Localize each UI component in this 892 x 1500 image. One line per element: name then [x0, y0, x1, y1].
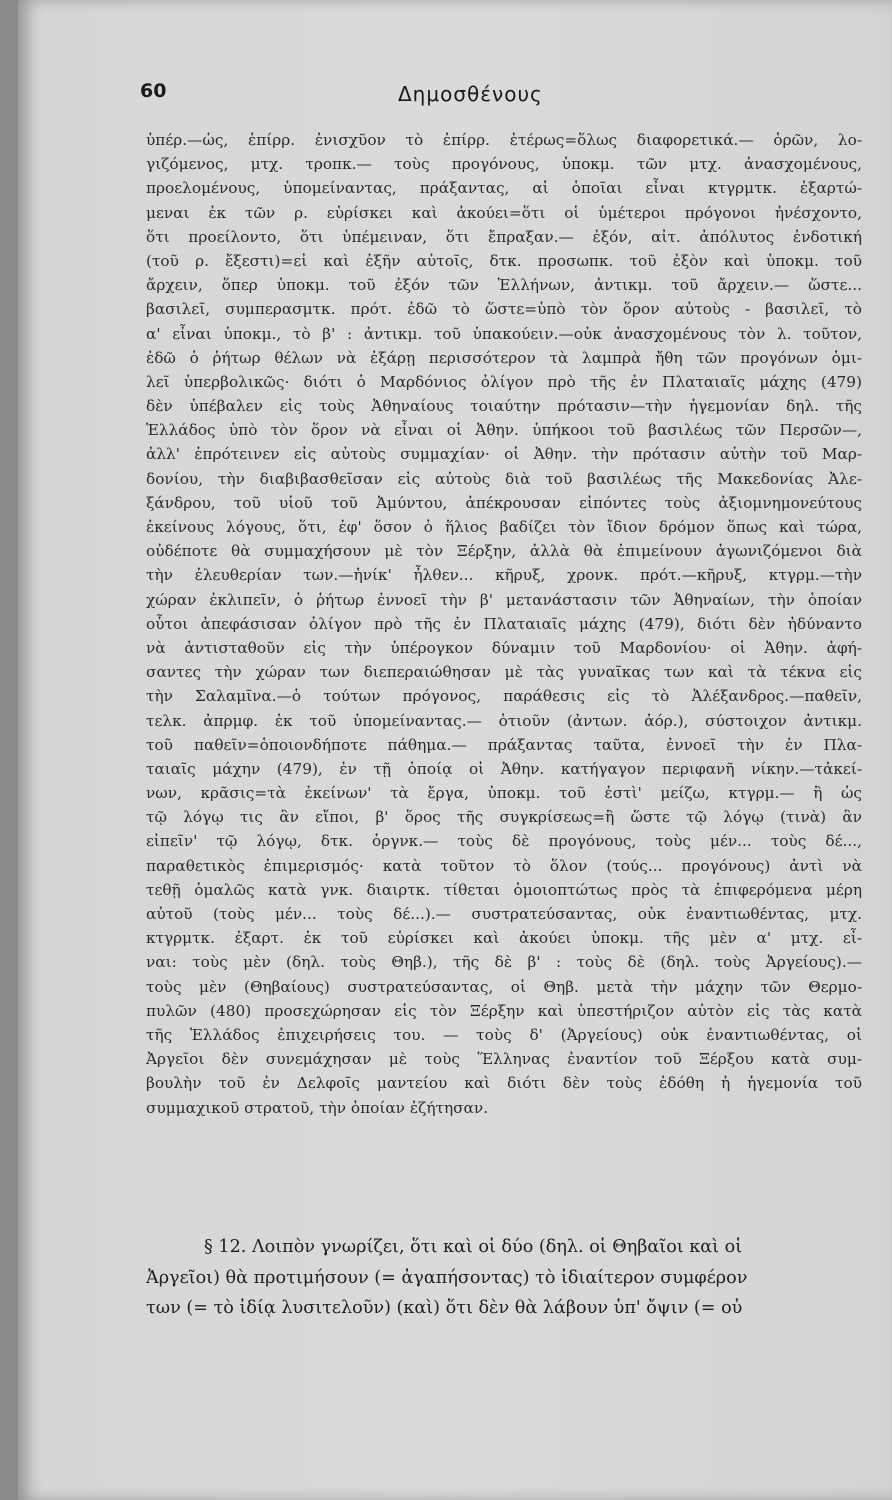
text-line: ἐδῶ ὁ ῥήτωρ θέλων νὰ ἐξάρῃ περισσότερον τὰ λαμπρὰ ἤθη τῶν προγόνων ὁμι-	[146, 348, 862, 367]
text-line: ναι: τοὺς μὲν (δηλ. τοὺς Θηβ.), τῆς δὲ β' : τοὺς δὲ (δηλ. τοὺς Ἀργείους).—	[146, 953, 862, 972]
text-line: τοὺς μὲν (Θηβαίους) συστρατεύσαντας, οἱ Θηβ. μετὰ τὴν μάχην τῶν Θερμο-	[146, 977, 862, 996]
text-line: ἐκείνους λόγους, ὅτι, ἐφ' ὅσον ὁ ἥλιος βαδίζει τὸν ἴδιον δρόμον ὅπως καὶ τώρα,	[146, 518, 862, 536]
text-line: α' εἶναι ὑποκμ., τὸ β' : ἀντικμ. τοῦ ὑπακούειν.—οὐκ ἀνασχομένους τὸν λ. τοῦτον,	[146, 324, 862, 343]
text-line: τεθῇ ὁμαλῶς κατὰ γνκ. διαιρτκ. τίθεται ὁμοιοπτώτως πρὸς τὰ ἐπιφερόμενα μέρη	[146, 880, 862, 899]
page-number: 60	[140, 80, 167, 102]
text-line: ἀλλ' ἐπρότεινεν εἰς αὐτοὺς συμμαχίαν· οἱ Ἀθην. τὴν πρότασιν αὐτὴν τοῦ Μαρ-	[146, 445, 862, 464]
text-line: ταιαῖς μάχην (479), ἐν τῇ ὁποίᾳ οἱ Ἀθην. κατήγαγον περιφανῆ νίκην.—τἀκεί-	[146, 759, 862, 778]
text-line: εἰπεῖν' τῷ λόγῳ, δτκ. ὀργνκ.— τοὺς δὲ προγόνους, τοὺς μέν... τοὺς δέ...,	[146, 832, 862, 851]
section-12-text	[146, 1232, 862, 1324]
text-line: κτγρμτκ. ἐξαρτ. ἐκ τοῦ εὑρίσκει καὶ ἀκούει ὑποκμ. τῆς μὲν α' μτχ. εἶ-	[146, 929, 862, 948]
section-line: Ἀργεῖοι) θὰ προτιμήσουν (= ἀγαπήσοντας) τὸ ἰδιαίτερον συμφέρον	[146, 1267, 748, 1288]
text-line: Ἑλλάδος ὑπὸ τὸν ὅρον νὰ εἶναι οἱ Ἀθην. ὑπήκοοι τοῦ βασιλέως τῶν Περσῶν—,	[146, 421, 862, 440]
text-line: τὴν Σαλαμῖνα.—ὁ τούτων πρόγονος, παράθεσις εἰς τὸ Ἀλέξανδρος.—παθεῖν,	[146, 687, 862, 706]
section-line: § 12. Λοιπὸν γνωρίζει, ὅτι καὶ οἱ δύο (δηλ. οἱ Θηβαῖοι καὶ οἱ	[204, 1237, 743, 1257]
text-line: νὰ ἀντισταθοῦν εἰς τὴν ὑπέρογκον δύναμιν τοῦ Μαρδονίου· οἱ Ἀθην. ἀφή-	[146, 638, 862, 657]
text-line: δὲν ὑπέβαλεν εἰς τοὺς Ἀθηναίους τοιαύτην πρότασιν—τὴν ἡγεμονίαν δηλ. τῆς	[146, 397, 862, 416]
text-line: τῷ λόγῳ τις ἂν εἴποι, β' ὅρος τῆς συγκρίσεως=ἢ ὥστε τῷ λόγῳ (τινὰ) ἂν	[146, 808, 862, 827]
text-line: οὗτοι ἀπεφάσισαν ὀλίγον πρὸ τῆς ἐν Πλαταιαῖς μάχης (479), διότι δὲν ἠδύναντο	[146, 614, 862, 633]
text-line: νων, κρᾶσις=τὰ ἐκείνων' τὰ ἔργα, ὑποκμ. τοῦ ἐστὶ' μείζω, κτγρμ.— ἢ ὡς	[146, 784, 862, 803]
text-line: δονίου, τὴν διαβιβασθεῖσαν εἰς αὐτοὺς διὰ τοῦ βασιλέως τῆς Μακεδονίας Ἀλε-	[146, 469, 862, 488]
text-line: ἄρχειν, ὅπερ ὑποκμ. τοῦ ἐξόν τῶν Ἑλλήνων, ἀντικμ. τοῦ ἄρχειν.— ὥστε...	[146, 276, 862, 295]
commentary-text	[146, 128, 862, 1120]
text-line: χώραν ἐκλιπεῖν, ὁ ῥήτωρ ἐννοεῖ τὴν β' μετανάστασιν τῶν Ἀθηναίων, τὴν ὁποίαν	[146, 590, 862, 609]
text-line: μεναι ἐκ τῶν ρ. εὑρίσκει καὶ ἀκούει=ὅτι οἱ ὑμέτεροι πρόγονοι ἠνέσχοντο,	[146, 203, 862, 222]
text-line: τὴν ἐλευθερίαν των.—ἡνίκ' ἦλθεν... κῆρυξ, χρονκ. πρότ.—κῆρυξ, κτγρμ.—τὴν	[146, 566, 862, 585]
text-line: σαντες τὴν χώραν των διεπεραιώθησαν μὲ τὰς γυναῖκας των καὶ τὰ τέκνα εἰς	[146, 663, 862, 682]
text-line: αὐτοῦ (τοὺς μέν... τοὺς δέ...).— συστρατεύσαντας, οὐκ ἐναντιωθέντας, μτχ.	[146, 905, 862, 923]
text-line: ὑπέρ.—ὡς, ἐπίρρ. ἐνισχῦον τὸ ἐπίρρ. ἑτέρως=ὅλως διαφορετικά.— ὁρῶν, λο-	[146, 131, 862, 149]
text-line: τῆς Ἑλλάδος ἐπιχειρήσεις του. — τοὺς δ' (Ἀργείους) οὐκ ἐναντιωθέντας, οἱ	[146, 1025, 862, 1044]
text-line: προελομένους, ὑπομείναντας, πράξαντας, αἱ ὁποῖαι εἶναι κτγρμτκ. ἐξαρτώ-	[146, 179, 862, 198]
text-line: πυλῶν (480) προσεχώρησαν εἰς τὸν Ξέρξην καὶ ὑπεστήριζον αὐτὸν εἰς τὰς κατὰ	[146, 1001, 862, 1020]
text-line: τοῦ παθεῖν=ὁποιονδήποτε πάθημα.— πράξαντας ταῦτα, ἐννοεῖ τὴν ἐν Πλα-	[146, 735, 862, 754]
text-line: παραθετικὸς ἐπιμερισμός· κατὰ τοῦτον τὸ ὅλον (τούς... προγόνους) ἀντὶ νὰ	[146, 856, 862, 875]
text-line: συμμαχικοῦ στρατοῦ, τὴν ὁποίαν ἐζήτησαν.	[146, 1098, 489, 1117]
text-line: βουλὴν τοῦ ἐν Δελφοῖς μαντείου καὶ διότι δὲν τοὺς ἐδόθη ἡ ἡγεμονία τοῦ	[146, 1074, 862, 1093]
book-page	[18, 0, 892, 1500]
text-line: ξάνδρου, τοῦ υἱοῦ τοῦ Ἀμύντου, ἀπέκρουσαν εἰπόντες τοὺς ἀξιομνημονεύτους	[146, 493, 862, 512]
text-line: (τοῦ ρ. ἔξεστι)=εἰ καὶ ἐξῆν αὐτοῖς, δτκ. προσωπκ. τοῦ ἐξὸν καὶ ὑποκμ. τοῦ	[146, 251, 862, 270]
text-line: ὅτι προείλοντο, ὅτι ὑπέμειναν, ὅτι ἔπραξαν.— ἐξόν, αἰτ. ἀπόλυτος ἐνδοτική	[146, 227, 862, 246]
page-header	[18, 80, 892, 110]
text-line: οὐδέποτε θὰ συμμαχήσουν μὲ τὸν Ξέρξην, ἀλλὰ θὰ ἐπιμείνουν ἀγωνιζόμενοι διὰ	[146, 542, 862, 561]
section-line: των (= τὸ ἰδίᾳ λυσιτελοῦν) (καὶ) ὅτι δὲν θὰ λάβουν ὑπ' ὄψιν (= οὐ	[146, 1298, 743, 1318]
running-title: Δημοσθένους	[398, 82, 543, 106]
text-line: τελκ. ἀπρμφ. ἐκ τοῦ ὑπομείναντας.— ὁτιοῦν (ἀντων. ἀόρ.), σύστοιχον ἀντικμ.	[146, 711, 862, 730]
text-line: βασιλεῖ, συμπερασμτκ. πρότ. ἐδῶ τὸ ὥστε=ὑπὸ τὸν ὅρον αὐτοὺς - βασιλεῖ, τὸ	[146, 300, 862, 319]
text-line: γιζόμενος, μτχ. τροπκ.— τοὺς προγόνους, ὑποκμ. τῶν μτχ. ἀνασχομένους,	[146, 155, 862, 174]
text-line: Ἀργεῖοι δὲν συνεμάχησαν μὲ τοὺς Ἕλληνας ἐναντίον τοῦ Ξέρξου κατὰ συμ-	[146, 1050, 862, 1069]
text-line: λεῖ ὑπερβολικῶς· διότι ὁ Μαρδόνιος ὀλίγον πρὸ τῆς ἐν Πλαταιαῖς μάχης (479)	[146, 372, 862, 391]
